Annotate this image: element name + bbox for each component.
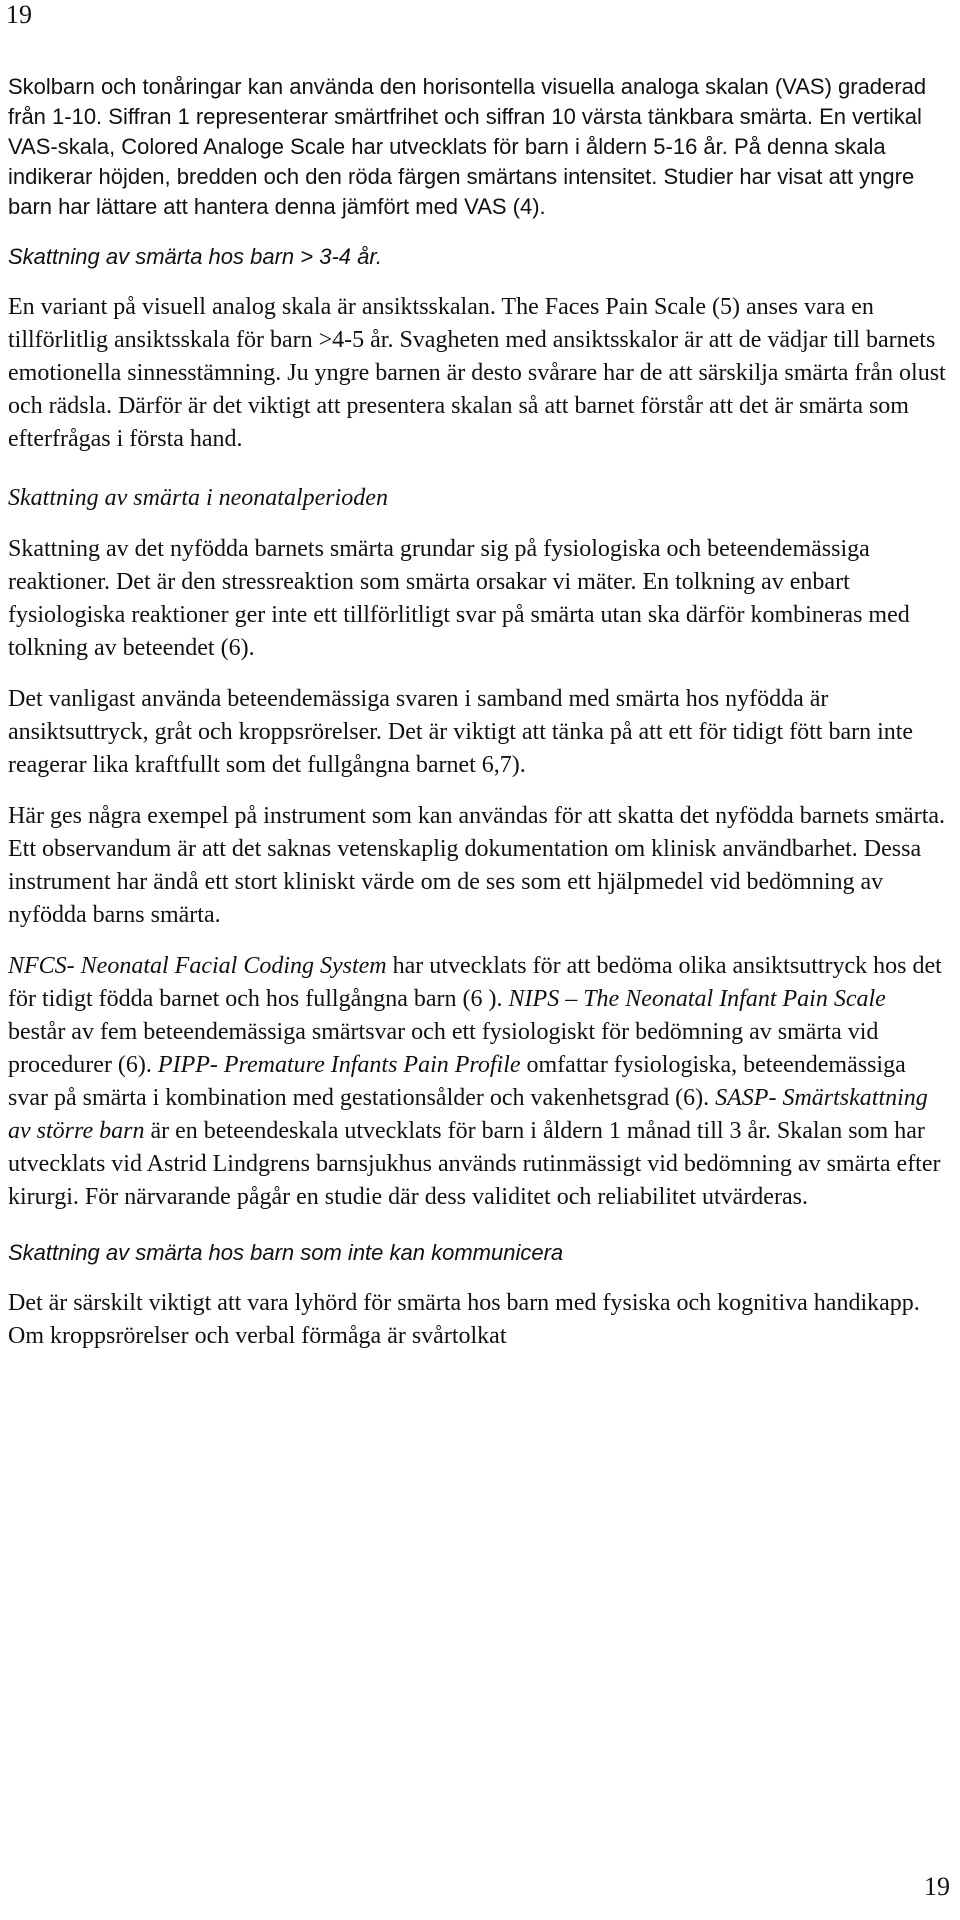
nfcs-text: har utvecklats för att bedöma olika ansiktsuttryck hos det för tidigt födda barnet och hos fullgångna barn (6 ).	[8, 953, 942, 1012]
pipp-name: PIPP- Premature Infants Pain Profile	[157, 1052, 521, 1078]
faces-scale-paragraph: En variant på visuell analog skala är ansiktsskalan. The Faces Pain Scale (5) anses vara en tillförlitlig ansiktsskala för barn >4-5 år. Svagheten med ansiktsskalor är att de vädjar till barnets emotionella sinnesstämning. Ju yngre barnen är desto svårare har de att särskilja smärta från olust och rädsla. Därför är det viktigt att presentera skalan så att barnet förstår att det är smärta som efterfrågas i första hand.	[8, 294, 946, 452]
neonatal-paragraph-2: Det vanligast använda beteendemässiga svaren i samband med smärta hos nyfödda är ansiktsuttryck, gråt och kroppsrörelser. Det är viktigt att tänka på att ett för tidigt fött barn inte reagerar lika kraftfullt som det fullgångna barnet 6,7).	[8, 686, 914, 778]
page-number-bottom: 19	[924, 1872, 950, 1901]
sasp-name: SASP- Smärtskattning av större barn	[8, 1085, 928, 1144]
nfcs-name: NFCS- Neonatal Facial Coding System	[8, 953, 387, 979]
page-number-top: 19	[6, 0, 32, 29]
document-body	[8, 72, 948, 1371]
section-heading-neonatal: Skattning av smärta i neonatalperioden	[8, 485, 388, 511]
nips-text: består av fem beteendemässiga smärtsvar och ett fysiologiskt för bedömning av smärta vid procedurer (6).	[8, 1019, 879, 1078]
section-heading-3-4-years: Skattning av smärta hos barn > 3-4 år.	[8, 244, 382, 269]
neonatal-paragraph-3: Här ges några exempel på instrument som kan användas för att skatta det nyfödda barnets smärta. Ett observandum är att det saknas vetenskaplig dokumentation om klinisk användbarhet. Dessa instrument har ändå ett stort kliniskt värde om de ses som ett hjälpmedel vid bedömning av nyfödda barns smärta.	[8, 803, 946, 928]
neonatal-paragraph-1: Skattning av det nyfödda barnets smärta grundar sig på fysiologiska och beteendemässiga reaktioner. Det är den stressreaktion som smärta orsakar vi mäter. En tolkning av enbart fysiologiska reaktioner ger inte ett tillförlitligt svar på smärta utan ska därför kombineras med tolkning av beteendet (6).	[8, 536, 910, 661]
sasp-text: är en beteendeskala utvecklats för barn i åldern 1 månad till 3 år. Skalan som har utvecklats vid Astrid Lindgrens barnsjukhus används rutinmässigt vid bedömning av smärta efter kirurgi. För närvarande pågår en studie där dess validitet och reliabilitet utvärderas.	[8, 1118, 941, 1210]
nips-name: NIPS – The Neonatal Infant Pain Scale	[508, 986, 886, 1012]
section-heading-non-communicating: Skattning av smärta hos barn som inte kan kommunicera	[8, 1240, 564, 1265]
handicap-paragraph: Det är särskilt viktigt att vara lyhörd för smärta hos barn med fysiska och kognitiva handikapp. Om kroppsrörelser och verbal förmåga är svårtolkat	[8, 1290, 920, 1349]
pipp-text: omfattar fysiologiska, beteendemässiga svar på smärta i kombination med gestationsålder och vakenhetsgrad (6).	[8, 1052, 906, 1111]
intro-paragraph: Skolbarn och tonåringar kan använda den horisontella visuella analoga skalan (VAS) graderad från 1-10. Siffran 1 representerar smärtfrihet och siffran 10 värsta tänkbara smärta. En vertikal VAS-skala, Colored Analoge Scale har utvecklats för barn i åldern 5-16 år. På denna skala indikerar höjden, bredden och den röda färgen smärtans intensitet. Studier har visat att yngre barn har lättare att hantera denna jämfört med VAS (4).	[8, 74, 927, 219]
instruments-paragraph	[8, 950, 948, 1214]
